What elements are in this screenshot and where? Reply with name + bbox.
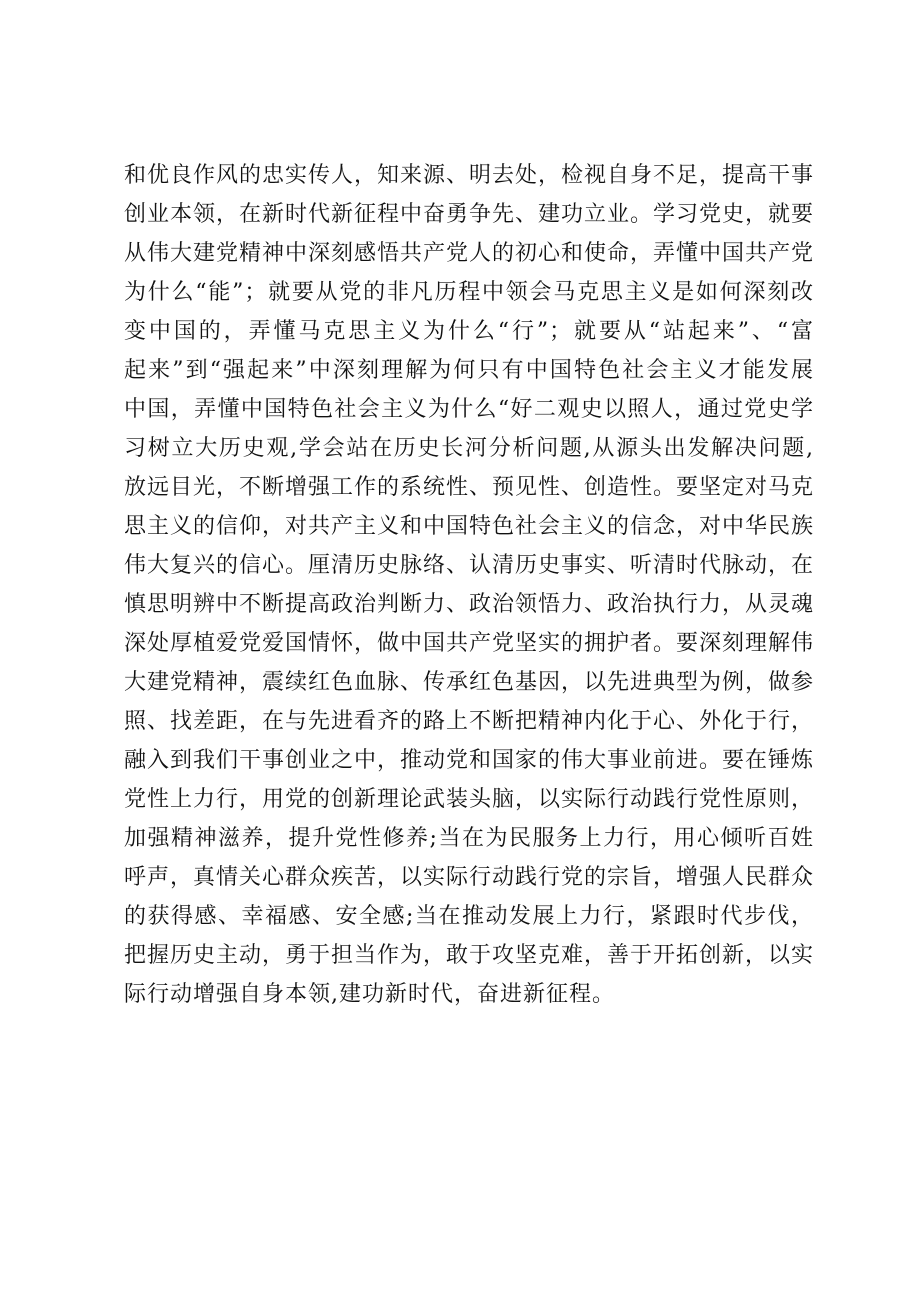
text-line: 习树立大历史观,学会站在历史长河分析问题,从源头出发解决问题, xyxy=(124,436,814,461)
text-line-last: 际行动增强自身本领,建功新时代，奋进新征程。 xyxy=(124,982,615,1007)
text-line: 把握历史主动，勇于担当作为，敢于攻坚克难，善于开拓创新，以实 xyxy=(124,943,815,968)
text-line: 加强精神滋养，提升党性修养;当在为民服务上力行，用心倾听百姓 xyxy=(124,826,814,851)
text-line: 融入到我们干事创业之中，推动党和国家的伟大事业前进。要在锤炼 xyxy=(124,748,815,773)
body-paragraph xyxy=(124,156,814,1014)
text-line: 变中国的，弄懂马克思主义为什么“行”；就要从“站起来”、“富 xyxy=(124,319,814,344)
text-line: 思主义的信仰，对共产主义和中国特色社会主义的信念，对中华民族 xyxy=(124,514,815,539)
text-line: 呼声，真情关心群众疾苦，以实际行动践行党的宗旨，增强人民群众 xyxy=(124,865,815,890)
text-line: 起来”到“强起来”中深刻理解为何只有中国特色社会主义才能发展 xyxy=(124,358,814,383)
text-line: 放远目光，不断增强工作的系统性、预见性、创造性。要坚定对马克 xyxy=(124,475,815,500)
text-line: 慎思明辨中不断提高政治判断力、政治领悟力、政治执行力，从灵魂 xyxy=(124,592,815,617)
text-line: 伟大复兴的信心。厘清历史脉络、认清历史事实、听清时代脉动，在 xyxy=(124,553,815,578)
text-line: 中国，弄懂中国特色社会主义为什么“好二观史以照人，通过党史学 xyxy=(124,397,814,422)
text-line: 为什么“能”；就要从党的非凡历程中领会马克思主义是如何深刻改 xyxy=(124,280,814,305)
text-line: 从伟大建党精神中深刻感悟共产党人的初心和使命，弄懂中国共产党 xyxy=(124,241,815,266)
text-line: 照、找差距，在与先进看齐的路上不断把精神内化于心、外化于行， xyxy=(124,709,815,734)
text-line: 创业本领，在新时代新征程中奋勇争先、建功立业。学习党史，就要 xyxy=(124,202,815,227)
text-line: 的获得感、幸福感、安全感;当在推动发展上力行，紧跟时代步伐， xyxy=(124,904,814,929)
text-line: 深处厚植爱党爱国情怀，做中国共产党坚实的拥护者。要深刻理解伟 xyxy=(124,631,815,656)
text-line: 大建党精神，震续红色血脉、传承红色基因，以先进典型为例，做参 xyxy=(124,670,815,695)
text-line: 党性上力行，用党的创新理论武装头脑，以实际行动践行党性原则， xyxy=(124,787,815,812)
text-line: 和优良作风的忠实传人，知来源、明去处，检视自身不足，提高干事 xyxy=(124,163,815,188)
